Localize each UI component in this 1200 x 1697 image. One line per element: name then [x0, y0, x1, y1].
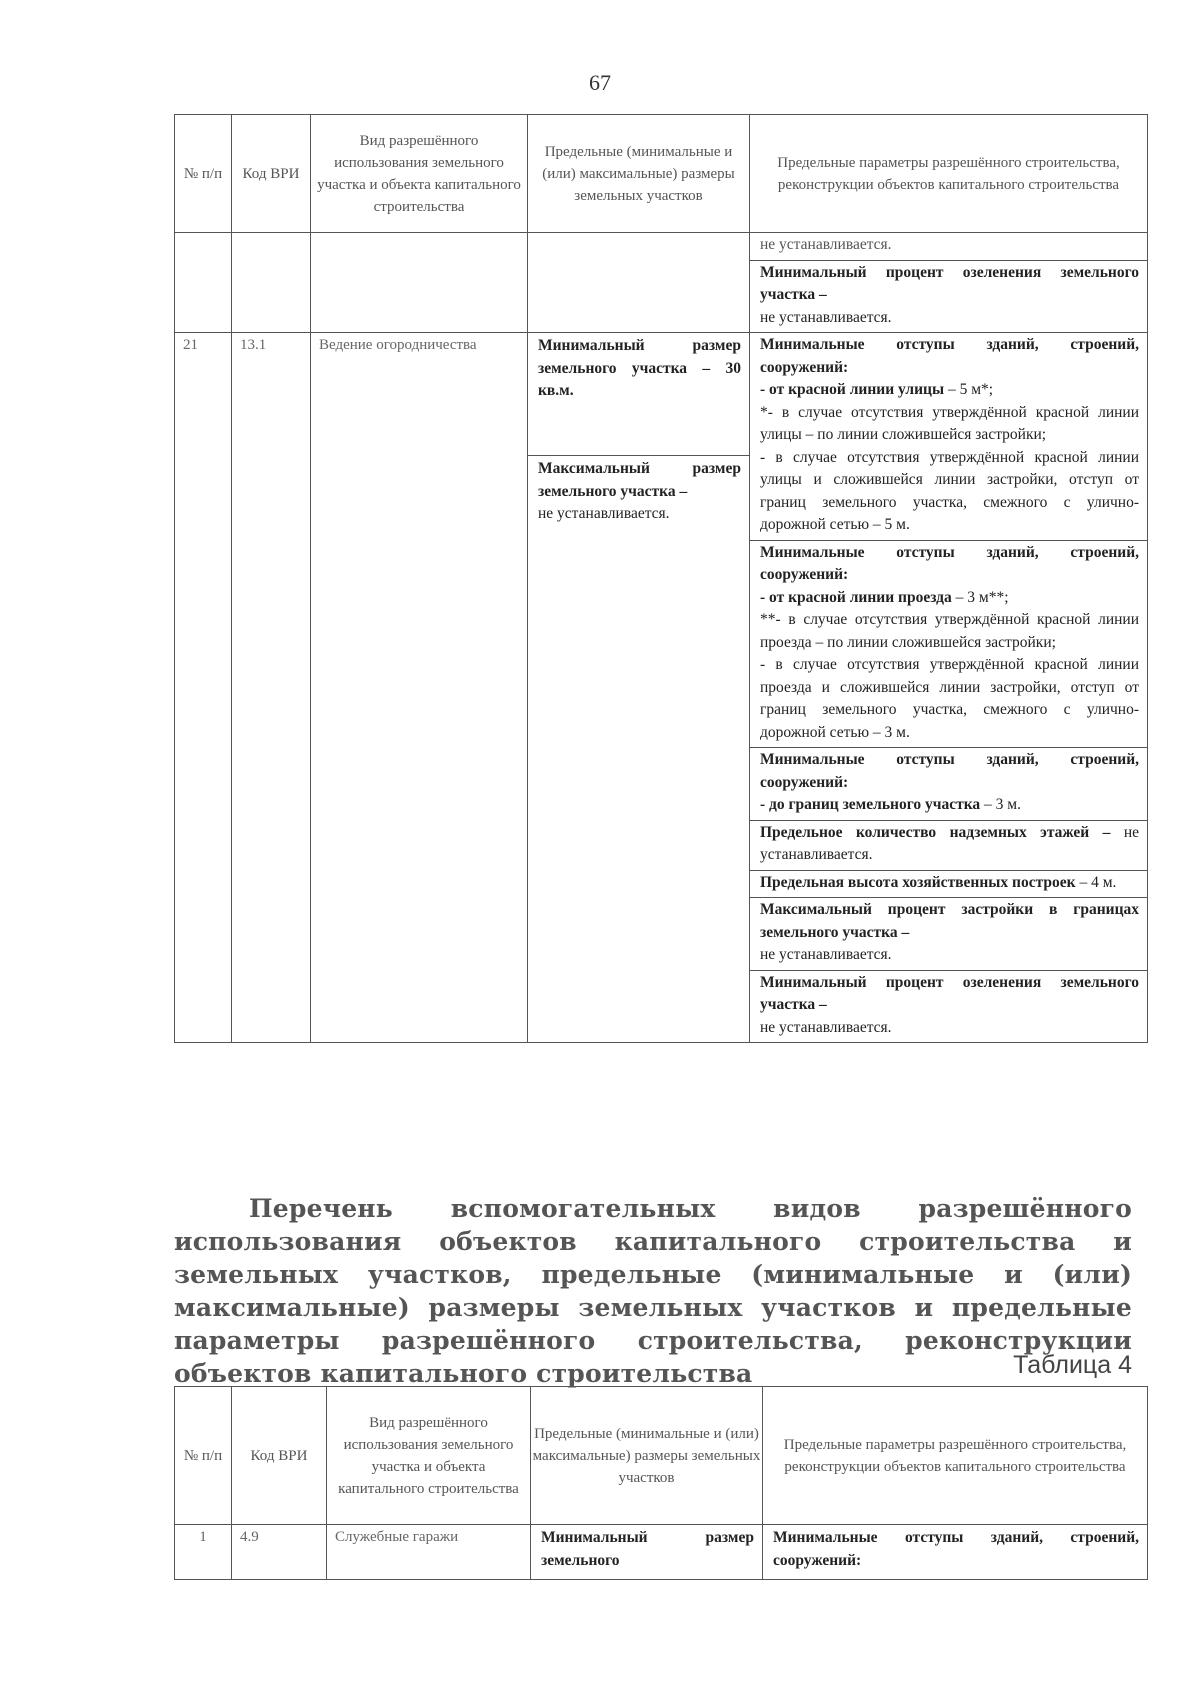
param-green-percent: Минимальный процент озеленения земельного участка – не устанавливается. [750, 970, 1147, 1043]
param-height: Предельная высота хозяйственных построек – 4 м. [750, 870, 1147, 898]
t4-header-code: Код ВРИ [232, 1387, 327, 1525]
t4-row1-kind: Служебные гаражи [327, 1525, 531, 1580]
row21-code: 13.1 [232, 333, 311, 1043]
t4-header-params: Предельные параметры разрешённого строительства, реконструкции объектов капитального строительства [763, 1387, 1148, 1525]
row21-num: 21 [175, 333, 232, 1043]
page-number: 67 [589, 70, 611, 95]
table-row-1 [175, 1525, 1148, 1580]
row21-min-size: Минимальный размер земельного участка – 30 кв.м. [538, 337, 741, 399]
param-build-percent: Максимальный процент застройки в границах земельного участка – не устанавливается. [750, 897, 1147, 970]
header-params: Предельные параметры разрешённого строительства, реконструкции объектов капитального строительства [750, 115, 1148, 233]
table-label: Таблица 4 [1013, 1351, 1132, 1379]
t4-header-kind: Вид разрешённого использования земельного участка и объекта капитального строительства [327, 1387, 531, 1525]
header-num: № п/п [175, 115, 232, 233]
t4-row1-code: 4.9 [232, 1525, 327, 1580]
cont-green-percent: Минимальный процент озеленения земельного участка – не устанавливается. [750, 260, 1147, 333]
t4-header-num: № п/п [175, 1387, 232, 1525]
t4-header-sizes: Предельные (минимальные и (или) максимальные) размеры земельных участков [531, 1387, 763, 1525]
param-offsets-boundary: Минимальные отступы зданий, строений, сооружений: - до границ земельного участка – 3 м. [750, 747, 1147, 820]
t4-row1-min-size: Минимальный размер земельного [531, 1525, 763, 1580]
row21-max-size: Максимальный размер земельного участка – не устанавливается. [528, 455, 749, 528]
cont-line: не устанавливается. [760, 236, 892, 253]
param-floors: Предельное количество надземных этажей – не устанавливается. [750, 820, 1147, 870]
table-row-21 [175, 333, 1148, 1043]
t4-row1-params: Минимальные отступы зданий, строений, сооружений: [763, 1525, 1148, 1580]
header-code: Код ВРИ [232, 115, 311, 233]
section-heading: Перечень вспомогательных видов разрешённого использования объектов капитального строительства и земельных участков, предельные (минимальные и (или) максимальные) размеры земельных участков и предельные параметры разрешённого строительства, реконструкции объектов капитального строительства [174, 1194, 1132, 1388]
header-sizes: Предельные (минимальные и (или) максимальные) размеры земельных участков [528, 115, 750, 233]
row21-kind: Ведение огородничества [311, 333, 528, 1043]
regulations-table-4 [174, 1386, 1148, 1580]
table-row-continuation [175, 233, 1148, 333]
regulations-table-continued [174, 114, 1148, 1043]
t4-row1-num: 1 [175, 1525, 232, 1580]
header-kind: Вид разрешённого использования земельного участка и объекта капитального строительства [311, 115, 528, 233]
param-offsets-street: Минимальные отступы зданий, строений, сооружений: - от красной линии улицы – 5 м*; *- в случае отсутствия утверждённой красной линии улицы – по линии сложившейся застройки; - в случае отсутствия утверждённой красной линии улицы и сложившейся линии застройки, отступ от границ земельного участка, смежного с улично-дорожной сетью – 5 м. [760, 336, 1139, 533]
param-offsets-driveway: Минимальные отступы зданий, строений, сооружений: - от красной линии проезда – 3 м**; **- в случае отсутствия утверждённой красной линии проезда – по линии сложившейся застройки; - в случае отсутствия утверждённой красной линии проезда и сложившейся линии застройки, отступ от границ земельного участка, смежного с улично-дорожной сетью – 3 м. [750, 540, 1147, 748]
